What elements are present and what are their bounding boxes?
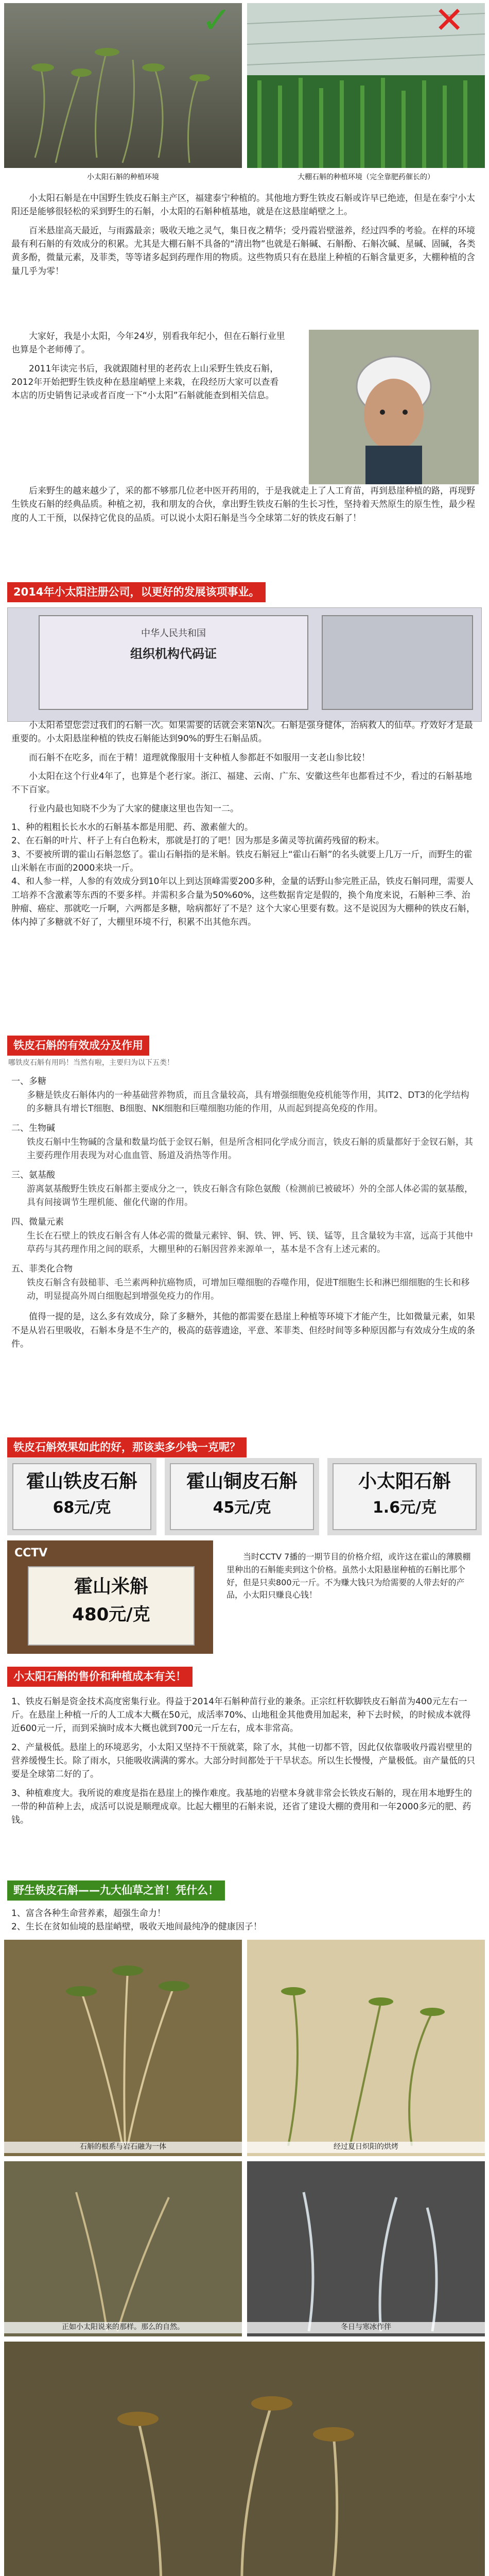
price-tag-value: 1.6元/克: [372, 1498, 437, 1517]
ingredient-body: 铁皮石斛中生物碱的含量和数量均低于金钗石斛，但是所含相同化学成分而言，铁皮石斛的质量都好于金钗石斛，其主要药理作用表现为对心血血管、肠道及消热等作用。: [27, 1137, 473, 1161]
farmer-section: [0, 330, 489, 572]
ingredient-title: 三、氨基酸: [11, 1170, 55, 1181]
price-photo-2: [165, 1458, 319, 1535]
license-title: 中华人民共和国: [141, 628, 206, 639]
ingredient-item: [11, 1122, 478, 1162]
ingredient-body: 多糖是铁皮石斛体内的一种基础营养物质，而且含量较高，具有增强细胞免疫机能等作用，其IT2、DT3的化学结构的多糖具有增长T细胞、B细胞、NK细胞和巨噬细胞功能的作用，从而起到提高免疫的作用。: [27, 1090, 469, 1114]
ingredients-banner: 铁皮石斛的有效成分及作用: [7, 1036, 149, 1056]
cctv-photo: [7, 1540, 213, 1654]
ingredient-item: [11, 1215, 478, 1256]
wild-point: 2、生长在贫如仙境的悬崖峭壁，吸收天地间最纯净的健康因子！: [11, 1921, 262, 1932]
photo-caption: 冬日与寒冰作伴: [247, 2322, 485, 2333]
price-tag-name: 霍山铁皮石斛: [26, 1471, 137, 1492]
consumer-paragraph: 小太阳在这个行业4年了，也算是个老行家。浙江、福建、云南、广东、安徽这些年也都看过不少，看过的石斛基地不下百家。: [11, 771, 472, 795]
license-document: [7, 607, 482, 722]
intro-paragraph: 小太阳石斛是在中国野生铁皮石斛主产区，福建泰宁种植的。其他地方野生铁皮石斛或许早已绝迹，但是在泰宁小太阳还是能够很轻松的采到野生的石斛，小太阳的石斛种植基地，就是在这悬崖峭壁之上。: [11, 193, 475, 217]
cost-item: 2、产量极低。悬崖上的环境恶劣，小太阳又坚持不干预就菜，除了水，其他一切都不管，因此仅依靠吸收丹霞岩壁里的营养缓慢生长。除了雨水，只能吸收满满的雾水。大部分时间都处于干旱状态。所以生长慢慢，产量极低。亩产量低的只要是全球第二好的了。: [11, 1742, 475, 1780]
ingredient-title: 一、多糖: [11, 1076, 46, 1087]
ingredient-body: 游离氨基酸野生铁皮石斛都主要成分之一，铁皮石斛含有除色氨酸（检测前已被破坏）外的全部人体必需的氨基酸，具有间接调节生理机能、催化代谢的作用。: [27, 1183, 473, 1208]
consumer-paragraph: 而石斛不在吃多，而在于精！道理就像服用十支种植人参都赶不如服用一支老山参比较！: [29, 752, 370, 763]
price-tag-name: 霍山米斛: [74, 1576, 148, 1597]
ingredient-title: 四、微量元素: [11, 1217, 64, 1228]
license-card: [39, 615, 308, 710]
license-section: [0, 577, 489, 722]
price-tag: [28, 1566, 195, 1646]
consumer-section: [0, 719, 489, 934]
farmer-paragraph: 后来野生的越来越少了，采的都不够那几位老中医开药用的，于是我就走上了人工育苗，再到悬崖种植的路，再现野生铁皮石斛的经典品质。种植之初，我和朋友的合伙，拿出野生铁皮石斛的生长习性，坚持着天然原生的原生性，最少程度的人工干预，以保持它优良的品质。可以说小太阳石斛是当今全球第二好的铁皮石斛了！: [11, 486, 475, 523]
ingredient-title: 二、生物碱: [11, 1123, 55, 1134]
cctv-logo: CCTV: [14, 1547, 48, 1560]
ingredient-item: [11, 1262, 478, 1303]
consumer-paragraph: 行业内最也知晓不少为了大家的健康这里也告知一二。: [29, 803, 239, 814]
farmer-portrait: [309, 330, 479, 484]
license-banner: 2014年小太阳注册公司，以更好的发展该项事业。: [7, 582, 266, 602]
ingredients-note: 值得一提的是，这么多有效成分，除了多糖外，其他的都需要在悬崖上种植等环境下才能产生，比如微量元素，如果不是从岩石里吸收，石斛本身是不生产的，极高的菇蓉遗途，平意、苯菲类、但经时间等多种原因都与有效成分生成的条件。: [11, 1312, 475, 1350]
price-tag-value: 480元/克: [72, 1604, 150, 1625]
intro-section: [0, 192, 489, 283]
photo-caption: 经过夏日炽阳的烘烤: [247, 2142, 485, 2153]
photo-caption: 正如小太阳说来的那样。那么的自然。: [4, 2322, 242, 2333]
ingredient-item: [11, 1075, 478, 1115]
warning-item: 1、种的粗粗长长水水的石斛基本都是用肥、药、激素催大的。: [11, 822, 253, 833]
cross-icon: ✕: [434, 3, 464, 41]
winter-photo: [247, 2161, 485, 2336]
intro-paragraph: 百米悬崖高天最近，与雨露最亲；吸收天地之灵气，集日夜之精华；受丹霞岩壁滋养，经过四季的考验。在样的环境最有利石斛的有效成分的积累。尤其是大棚石斛不具备的“清出物”也就是石斛碱、石斛酚、石斛次碱、星碱、固碱，各类黄多酚，微量元素，及菲类，等等诸多起到药理作用的物质。这些物质只有在悬崖上种植的石斛含量更多，大棚种植的含量几乎为零！: [11, 225, 476, 277]
cliff-closeup-photo: [4, 2342, 485, 2576]
top-photos: [0, 0, 489, 185]
greenhouse-photo-caption: 大棚石斛的种植环境（完全靠肥药催长的）: [298, 173, 434, 181]
price-section: [0, 1432, 489, 1659]
greenhouse-photo: [247, 3, 485, 168]
price-tag: [170, 1463, 314, 1530]
price-banner: 铁皮石斛效果如此的好，那该卖多少钱一克呢？: [7, 1437, 247, 1458]
ingredient-body: 生长在石壁上的铁皮石斛含有人体必需的微量元素锌、铜、铁、钾、钙、镁、锰等，且含量较为丰富，远高于其他中草药与其药理作用之间的联系，大棚里种的石斛因营养来源单一，基本是不含有上述元素的。: [27, 1230, 473, 1255]
wild-photo-caption: 小太阳石斛的种植环境: [87, 173, 159, 181]
ingredient-item: [11, 1168, 478, 1209]
price-tag-value: 68元/克: [53, 1498, 111, 1517]
price-tag: [12, 1463, 151, 1530]
ingredients-section: [0, 1030, 489, 1356]
consumer-paragraph: 小太阳希望您尝过我们的石斛一次。如果需要的话就会来第N次。石斛是强身健体，治病救人的仙草。疗效好才是最重要的。小太阳悬崖种植的铁皮石斛能达到90%的野生石斛品质。: [11, 720, 473, 744]
ingredient-body: 铁皮石斛含有鼓槌菲、毛兰素两种抗癌物质，可增加巨噬细胞的吞噬作用，促进T细胞生长和淋巴细细胞的生长和移动，明显提高外周白细胞起到增强免疫力的作用。: [27, 1277, 470, 1302]
warning-item: 4、和人参一样，人参的有效成分到10年以上到达顶峰需要200多种，金量的话野山参完胜正品，铁皮石斛同理，需要人工培养不含激素等东西的不要多样。并需积多合量为50%60%，这些数据肯定是假的，换个角度来说，石斛种三季、治肿瘤、癌症、那就吃一斤啊，六两都是多糖，啥病都好了不是？这个大家心里要有数。这不是说因为大棚种的铁皮石斛，体内掉了多糖就不好了，大棚里环境不行，积累不出其他东西。: [11, 876, 475, 928]
ingredient-title: 五、菲类化合物: [11, 1264, 73, 1275]
price-tag-name: 小太阳石斛: [358, 1471, 451, 1492]
natural-photo: [4, 2161, 242, 2336]
cost-section: [0, 1662, 489, 1833]
license-subtitle: 组织机构代码证: [130, 647, 217, 662]
price-tag-name: 霍山铜皮石斛: [186, 1471, 298, 1492]
price-photo-1: [7, 1458, 156, 1535]
cost-item: 3、种植难度大。我所说的难度是指在悬崖上的操作难度。我基地的岩壁本身就非常会长铁皮石斛的，现在用本地野生的一带的种苗种上去，成活可以说是顺理成章。比起大棚里的石斛来说，还省了建设大棚的费用和一年2000多元的肥、药钱。: [11, 1788, 472, 1826]
cost-banner: 小太阳石斛的售价和种植成本有关！: [7, 1667, 193, 1687]
wild-point: 1、富含各种生命营养素，超强生命力！: [11, 1908, 166, 1919]
warning-item: 3、不要被所谓的霍山石斛忽悠了。霍山石斛指的是米斛。铁皮石斛冠上“霍山石斛”的名头就要上几万一斤，而野生的霍山米斛在市面的2000来块一斤。: [11, 849, 473, 874]
check-icon: ✓: [201, 3, 232, 41]
cctv-note: 当时CCTV 7播的一期节目的价格介绍，或许这在霍山的薄膜棚里种出的石斛能卖到这个价格。虽然小太阳悬崖种植的石斛比那个好，但是只卖800元一斤。不为赚大钱只为给需要的人带去好的产品，小太阳只赚良心钱！: [226, 1552, 471, 1600]
summer-photo: [247, 1940, 485, 2156]
price-tag-value: 45元/克: [213, 1498, 271, 1517]
wild-banner: 野生铁皮石斛——九大仙草之首！凭什么！: [7, 1880, 225, 1901]
cost-item: 1、铁皮石斛是资金技术高度密集行业。得益于2014年石斛种苗行业的兼条。正宗红杆软脚铁皮石斛苗为400元左右一斤。在悬崖上种植一斤的人工成本大概在50元，成活率70%、山地租金其他费用加起来，种下去时候，的时候成本就得近600元一斤，而到采摘时成本大概也就到700元一斤左右，成本非常高。: [11, 1696, 471, 1734]
wild-section: [0, 1875, 489, 1938]
roots-photo: [4, 1940, 242, 2156]
photo-caption: 石斛的根系与岩石融为一体: [4, 2142, 242, 2153]
license-photo: [322, 615, 473, 710]
wild-environment-photo: [4, 3, 242, 168]
farmer-paragraph: 大家好，我是小太阳，今年24岁，别看我年纪小，但在石斛行业里也算是个老师傅了。: [11, 331, 285, 355]
warning-item: 2、在石斛的叶片、杆子上有白色粉末，那就是打的了吧！因为那是多菌灵等抗菌药残留的粉末。: [11, 836, 385, 846]
price-tag: [333, 1463, 477, 1530]
ingredients-subnote: 哪铁皮石斛有用吗！当然有啦，主要归为以下五类！: [8, 1058, 174, 1067]
bottom-photos: [0, 1940, 489, 2576]
price-photo-3: [327, 1458, 482, 1535]
farmer-paragraph: 2011年读完书后，我就跟随村里的老药农上山采野生铁皮石斛，2012年开始把野生铁皮种在悬崖峭壁上来栽，在段经历大家可以查看本店的历史销售记录或者百度一下“小太阳”石斛就能查到相关信息。: [11, 363, 279, 401]
